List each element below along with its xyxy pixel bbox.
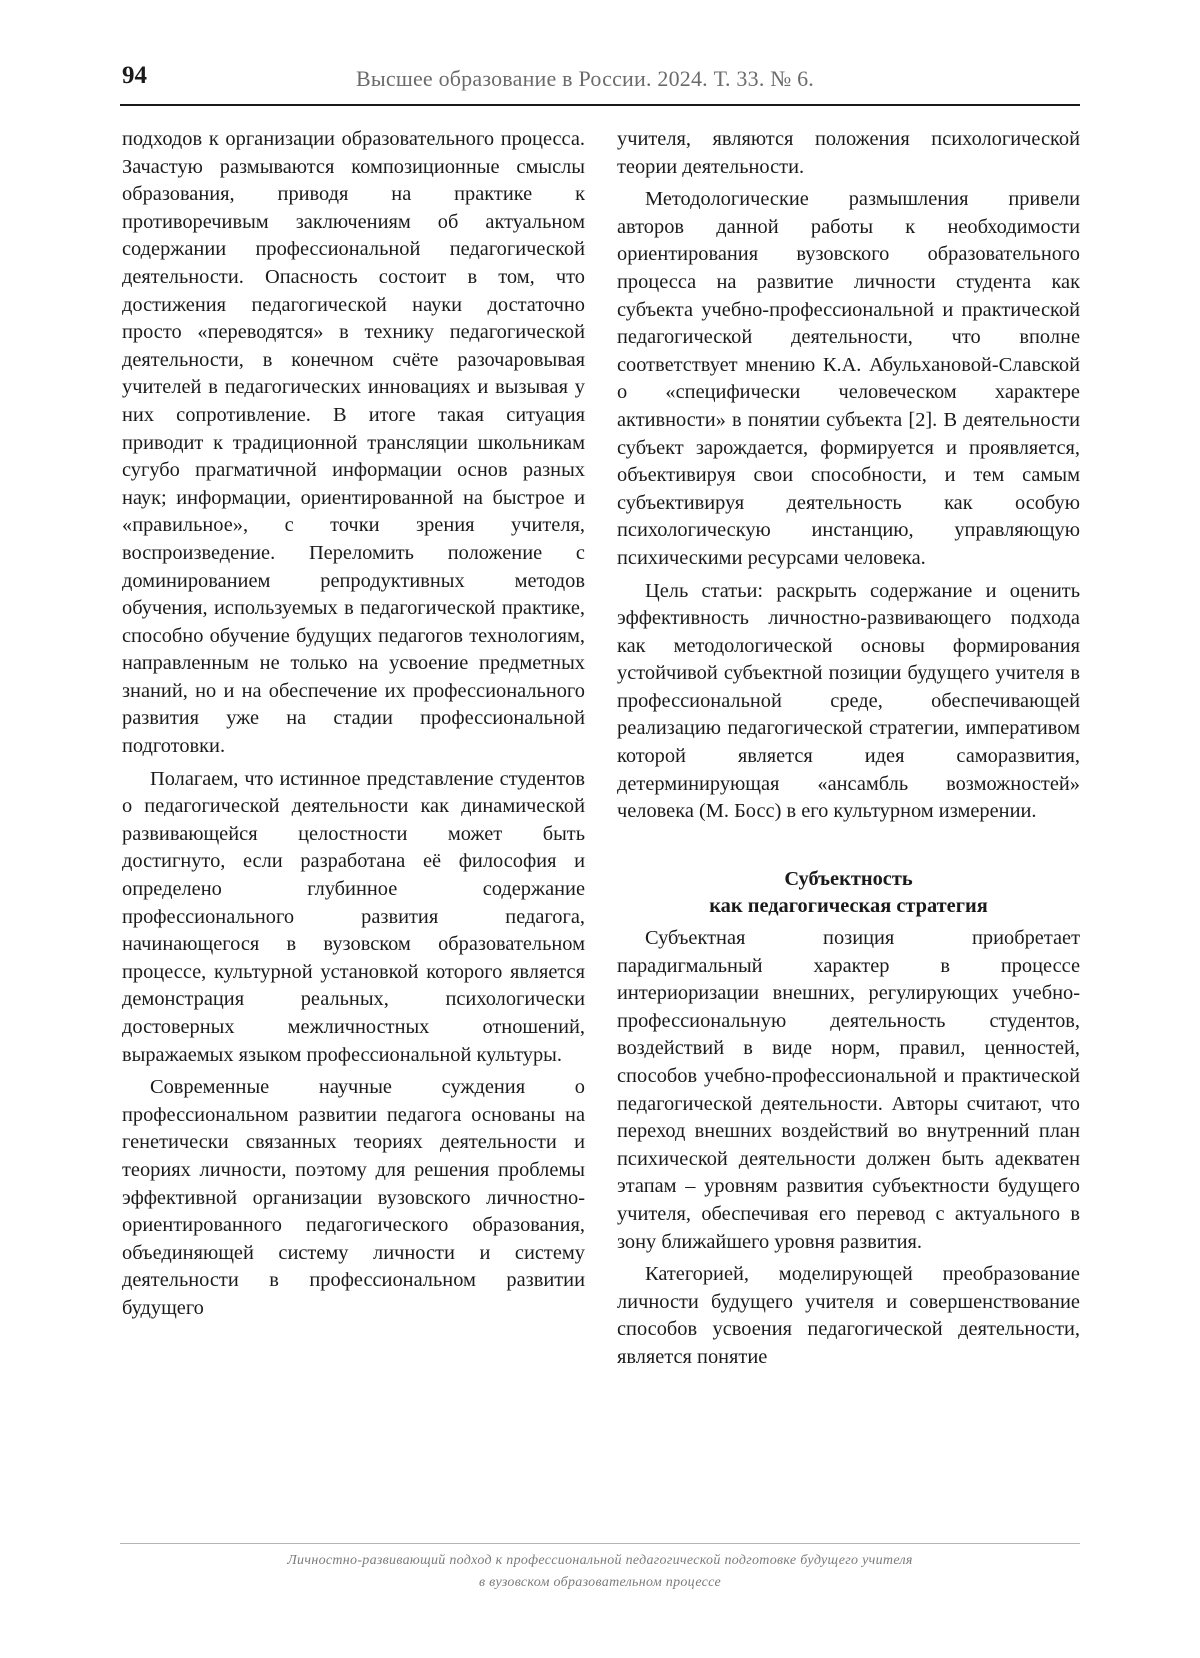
running-footer xyxy=(120,1543,1080,1594)
article-title-line: в вузовском образовательном процессе xyxy=(478,1575,722,1590)
section-heading-line: Субъектность xyxy=(784,867,913,890)
left-column xyxy=(122,126,585,1328)
page-number: 94 xyxy=(122,62,147,89)
paragraph: Методологические размышления привели авторов данной работы к необходимости ориентирования вузовского образовательного процесса на развитие личности студента как субъекта учебно-профессиональной и практической педагогической деятельности, что вполне соответствует мнению К.А. Абульхановой-Славской о «специфически человеческом характере активности» в понятии субъекта [2]. В деятельности субъект зарождается, формируется и проявляется, объективируя свои способности, и тем самым субъективируя деятельность как особую психологическую инстанцию, управляющую психическими ресурсами человека. xyxy=(617,188,1080,569)
section-heading-line: как педагогическая стратегия xyxy=(709,895,988,918)
right-column xyxy=(617,126,1080,1377)
paragraph: Современные научные суждения о профессиональном развитии педагога основаны на генетически связанных теориях деятельности и теориях личности, поэтому для решения проблемы эффективной организации вузовского личностно-ориентированного педагогического образования, объединяющей систему личности и систему деятельности в профессиональном развитии будущего xyxy=(122,1076,585,1319)
paragraph: Категорией, моделирующей преобразование личности будущего учителя и совершенствование способов усвоения педагогической деятельности, является понятие xyxy=(617,1263,1080,1368)
running-header xyxy=(120,60,1080,106)
paragraph: подходов к организации образовательного процесса. Зачастую размываются композиционные смыслы образования, приводя на практике к противоречивым заключениям об актуальном содержании профессиональной педагогической деятельности. Опасность состоит в том, что достижения педагогической науки достаточно просто «переводятся» в технику педагогической деятельности, в конечном счёте разочаровывая учителей в педагогических инновациях и вызывая у них сопротивление. В итоге такая ситуация приводит к традиционной трансляции школьникам сугубо прагматичной информации основ разных наук; информации, ориентированной на быстрое и «правильное», с точки зрения учителя, воспроизведение. Переломить положение с доминированием репродуктивных методов обучения, используемых в педагогической практике, способно обучение будущих педагогов технологиям, направленным не только на усвоение предметных знаний, но и на обеспечение их профессионального развития уже на стадии профессиональной подготовки. xyxy=(122,128,585,758)
paragraph: Субъектная позиция приобретает парадигмальный характер в процессе интериоризации внешних, регулирующих учебно-профессиональную деятельность студентов, воздействий в виде норм, правил, ценностей, способов учебно-профессиональной и практической педагогической деятельности. Авторы считают, что переход внешних воздействий во внутренний план психической деятельности должен быть адекватен этапам – уровням развития субъектности будущего учителя, обеспечивая его перевод с актуального в зону ближайшего уровня развития. xyxy=(617,927,1080,1253)
section-heading xyxy=(617,866,1080,921)
journal-title: Высшее образование в России. 2024. Т. 33. № 6. xyxy=(356,66,815,91)
article-title-line: Личностно-развивающий подход к профессиональной педагогической подготовке будущего учителя xyxy=(287,1553,913,1568)
paragraph: Цель статьи: раскрыть содержание и оценить эффективность личностно-развивающего подхода как методологической основы формирования устойчивой субъектной позиции будущего учителя в профессиональной среде, обеспечивающей реализацию педагогической стратегии, императивом которой является идея саморазвития, детерминирующая «ансамбль возможностей» человека (М. Босс) в его культурном измерении. xyxy=(617,579,1080,823)
paragraph: Полагаем, что истинное представление студентов о педагогической деятельности как динамической развивающейся целостности может быть достигнуто, если разработана её философия и определено глубинное содержание профессионального развития педагога, начинающегося в вузовском образовательном процессе, культурной установкой которого является демонстрация реальных, психологически достоверных межличностных отношений, выражаемых языком профессиональной культуры. xyxy=(122,767,585,1066)
paragraph: учителя, являются положения психологической теории деятельности. xyxy=(617,128,1080,178)
